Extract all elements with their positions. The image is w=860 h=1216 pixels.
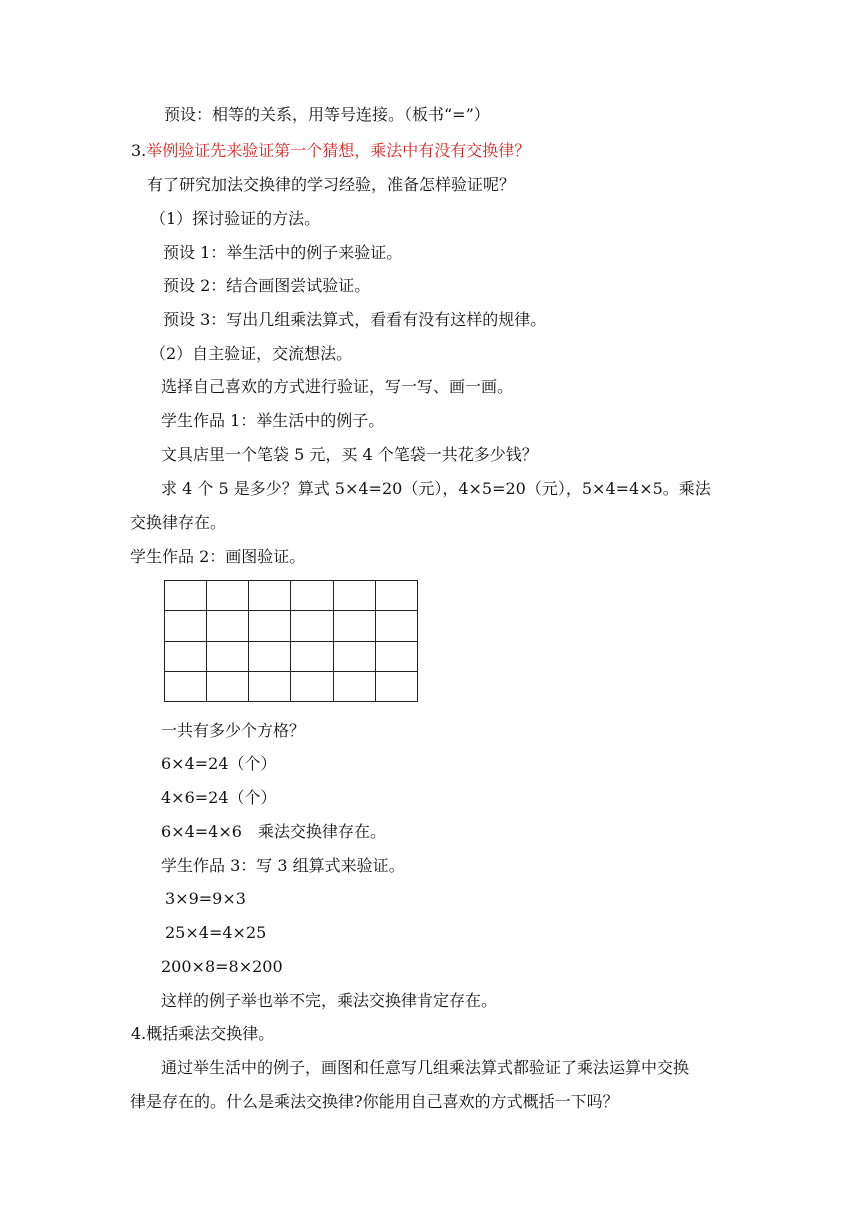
equation-6x4-equals-4x6: 6×4=4×6 乘法交换律存在。 <box>161 822 386 841</box>
section-4-heading: 4.概括乘法交换律。 <box>131 1024 275 1043</box>
grid-cell <box>375 611 417 641</box>
word-problem-pencil-case: 文具店里一个笔袋 5 元，买 4 个笔袋一共花多少钱？ <box>161 445 538 464</box>
grid-row <box>165 611 418 641</box>
paragraph-summary-line-1: 通过举生活中的例子，画图和任意写几组乘法算式都验证了乘法运算中交换 <box>161 1058 690 1077</box>
grid-cell <box>291 581 333 611</box>
section-3-number: 3. <box>131 141 147 160</box>
grid-cell <box>249 641 291 671</box>
grid-cell <box>291 641 333 671</box>
grid-cell <box>165 581 207 611</box>
grid-cell <box>333 611 375 641</box>
grid-cell <box>207 611 249 641</box>
grid-row <box>165 581 418 611</box>
student-work-1: 学生作品 1：举生活中的例子。 <box>161 411 385 430</box>
equation-line-5x4: 求 4 个 5 是多少？算式 5×4=20（元），4×5=20（元），5×4=4×5。乘法 <box>161 479 711 498</box>
equation-3x9: 3×9=9×3 <box>165 889 246 908</box>
grid-row <box>165 641 418 671</box>
equation-line-continued: 交换律存在。 <box>130 513 227 532</box>
grid-cell <box>291 611 333 641</box>
section-3-heading <box>131 140 530 162</box>
grid-cell <box>375 671 417 701</box>
grid-cell <box>333 581 375 611</box>
student-work-3: 学生作品 3：写 3 组算式来验证。 <box>161 856 405 875</box>
grid-cell <box>291 671 333 701</box>
paragraph-verification-question: 有了研究加法交换律的学习经验，准备怎样验证呢？ <box>147 175 516 194</box>
grid-cell <box>165 611 207 641</box>
grid-cell <box>165 641 207 671</box>
grid-cell <box>249 581 291 611</box>
question-how-many-squares: 一共有多少个方格？ <box>161 721 306 740</box>
preset-2: 预设 2：结合画图尝试验证。 <box>163 276 371 295</box>
grid-cell <box>249 611 291 641</box>
subheading-explore-method: （1）探讨验证的方法。 <box>150 209 321 228</box>
grid-cell <box>165 671 207 701</box>
equation-200x8: 200×8=8×200 <box>161 957 283 976</box>
equation-4x6: 4×6=24（个） <box>161 788 277 807</box>
student-work-2: 学生作品 2：画图验证。 <box>130 547 306 566</box>
grid-cell <box>207 581 249 611</box>
grid-cell <box>375 641 417 671</box>
preset-3: 预设 3：写出几组乘法算式，看看有没有这样的规律。 <box>163 310 547 329</box>
paragraph-preset-equal-sign: 预设：相等的关系，用等号连接。（板书“=”） <box>164 105 490 124</box>
grid-cell <box>333 671 375 701</box>
grid-cell <box>207 641 249 671</box>
grid-cell <box>375 581 417 611</box>
subheading-self-verify: （2）自主验证，交流想法。 <box>150 344 353 363</box>
square-grid-diagram <box>164 580 418 702</box>
paragraph-choose-method: 选择自己喜欢的方式进行验证，写一写、画一画。 <box>161 377 514 396</box>
grid-cell <box>333 641 375 671</box>
preset-1: 预设 1：举生活中的例子来验证。 <box>163 243 403 262</box>
grid-cell <box>207 671 249 701</box>
grid-row <box>165 671 418 701</box>
paragraph-conclusion: 这样的例子举也举不完，乘法交换律肯定存在。 <box>161 991 498 1010</box>
paragraph-summary-line-2: 律是存在的。什么是乘法交换律?你能用自己喜欢的方式概括一下吗？ <box>130 1092 619 1111</box>
equation-6x4: 6×4=24（个） <box>161 754 277 773</box>
equation-25x4: 25×4=4×25 <box>165 923 267 942</box>
grid-cell <box>249 671 291 701</box>
section-3-title: 举例验证先来验证第一个猜想，乘法中有没有交换律？ <box>146 141 531 160</box>
